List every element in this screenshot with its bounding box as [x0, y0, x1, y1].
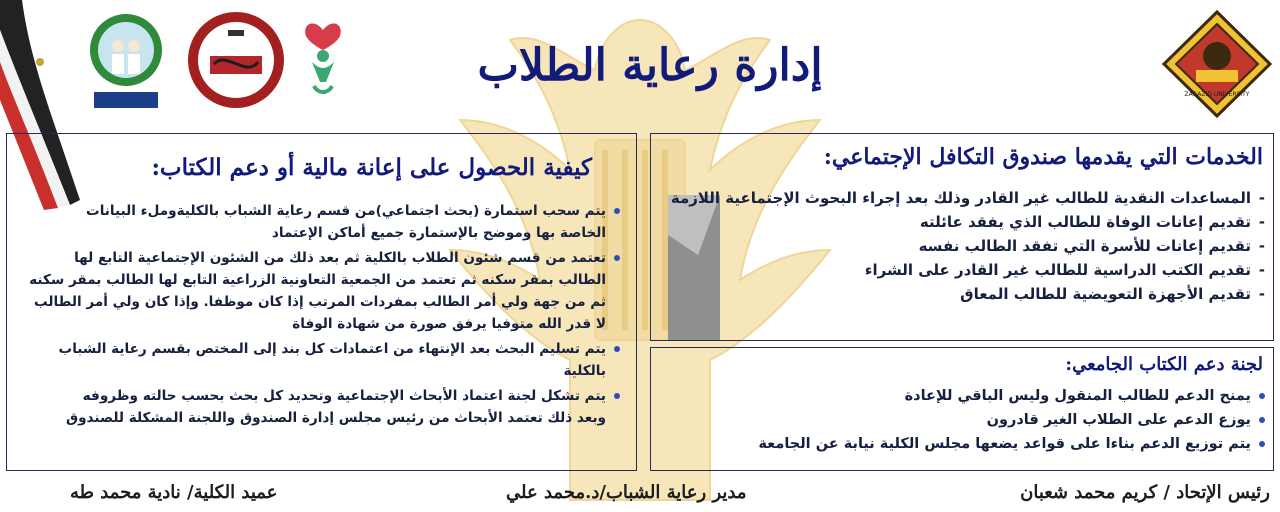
list-item-text: وبعد ذلك تعتمد الأبحاث من رئيس مجلس إدارة الصندوق واللجنة المشكلة للصندوق: [65, 410, 606, 426]
list-item-text: يوزع الدعم على الطلاب الغير قادرون: [986, 412, 1251, 428]
list-item: [655, 408, 1265, 432]
how-to-get-aid-heading: كيفية الحصول على إعانة مالية أو دعم الكتاب:: [151, 154, 592, 181]
list-item-text: تقديم الأجهزة التعويضية للطالب المعاق: [960, 285, 1251, 303]
list-item-text: يتم سحب استمارة (بحث اجتماعي)من قسم رعاية الشباب بالكليةوملء البيانات: [86, 203, 606, 219]
social-fund-services-panel: [650, 133, 1274, 341]
bullet-icon: [1259, 393, 1265, 399]
health-heart-logo-icon: [300, 10, 346, 102]
list-item-text: يتم تشكل لجنة اعتماد الأبحاث الإجتماعية وتحديد كل بحث بحسب حالته وظروفه: [82, 388, 606, 404]
list-item: [655, 384, 1265, 408]
list-item-text: الخاصة بها وموضح بالإستمارة جميع أماكن الإعتماد: [271, 225, 606, 241]
list-item: - المساعدات النقدية للطالب غير القادر وذلك بعد إجراء البحوث الإجتماعية اللازمة: [670, 189, 1265, 207]
dean-signature: عميد الكلية/ نادية محمد طه: [70, 482, 278, 503]
how-to-get-aid-list: [20, 200, 620, 432]
bullet-icon: [614, 393, 620, 399]
list-item-text: يتم تسليم البحث بعد الإنتهاء من اعتمادات كل بند إلى المختص بقسم رعاية الشباب: [58, 341, 606, 357]
book-support-committee-panel: [650, 347, 1274, 471]
bullet-icon: [614, 208, 620, 214]
zagazig-university-logo-icon: [1158, 8, 1276, 120]
list-item-text: تقديم إعانات الوفاة للطالب الذي يفقد عائلته: [919, 213, 1251, 231]
how-to-get-aid-panel: [6, 133, 637, 471]
bullet-icon: [1259, 417, 1265, 423]
list-item: [20, 247, 620, 335]
page-title: إدارة رعاية الطلاب: [477, 40, 823, 91]
list-item: [20, 385, 620, 429]
university-logo-text: ZAGAZIG UNIVERSITY: [1184, 91, 1250, 98]
bullet-icon: [614, 255, 620, 261]
list-item: [20, 338, 620, 382]
list-item: - تقديم إعانات الوفاة للطالب الذي يفقد عائلته: [919, 213, 1265, 231]
social-fund-services-list: [655, 186, 1265, 306]
list-item-text: يتم توزيع الدعم بناءا على قواعد يضعها مجلس الكلية نيابة عن الجامعة: [758, 436, 1251, 452]
youth-director-signature: مدير رعاية الشباب/د.محمد علي: [506, 482, 747, 503]
list-item-text: تقديم الكتب الدراسية للطالب غير القادر على الشراء: [864, 261, 1251, 279]
list-item-text: يمنح الدعم للطالب المنقول وليس الباقي للإعادة: [904, 388, 1251, 404]
book-support-list: [655, 384, 1265, 456]
list-item-text: الطالب بمقر سكنه ثم تعتمد من الجمعية التعاونية الزراعية التابع لها الطالب بمقر سكنه ثم من جهة ولي أمر الطالب بمفردات المرتب إذا كان موظفا. وإذا كان ولي أمر الطالب لا قدر الله متوفيا يرفق صورة من شهادة الوفاة: [29, 272, 606, 332]
list-item-text: تعتمد من قسم شئون الطلاب بالكلية ثم بعد ذلك من الشئون الإجتماعية التابع لها: [74, 250, 606, 266]
list-item: [655, 432, 1265, 456]
bullet-icon: [1259, 441, 1265, 447]
list-item: [20, 200, 620, 244]
list-item: - تقديم الأجهزة التعويضية للطالب المعاق: [960, 285, 1265, 303]
union-president-signature: رئيس الإتحاد / كريم محمد شعبان: [1020, 482, 1270, 503]
faculty-logo-icon: [86, 8, 166, 112]
list-item-text: تقديم إعانات للأسرة التي تفقد الطالب نفسه: [918, 237, 1251, 255]
social-fund-services-heading: الخدمات التي يقدمها صندوق التكافل الإجتماعي:: [823, 144, 1263, 170]
book-support-committee-heading: لجنة دعم الكتاب الجامعي:: [1065, 354, 1263, 375]
student-union-logo-icon: [186, 10, 286, 110]
list-item-text: المساعدات النقدية للطالب غير القادر وذلك بعد إجراء البحوث الإجتماعية اللازمة: [670, 189, 1251, 207]
list-item: - تقديم إعانات للأسرة التي تفقد الطالب نفسه: [918, 237, 1265, 255]
list-item-text: بالكلية: [563, 363, 606, 379]
list-item: - تقديم الكتب الدراسية للطالب غير القادر على الشراء: [864, 261, 1265, 279]
bullet-icon: [614, 346, 620, 352]
